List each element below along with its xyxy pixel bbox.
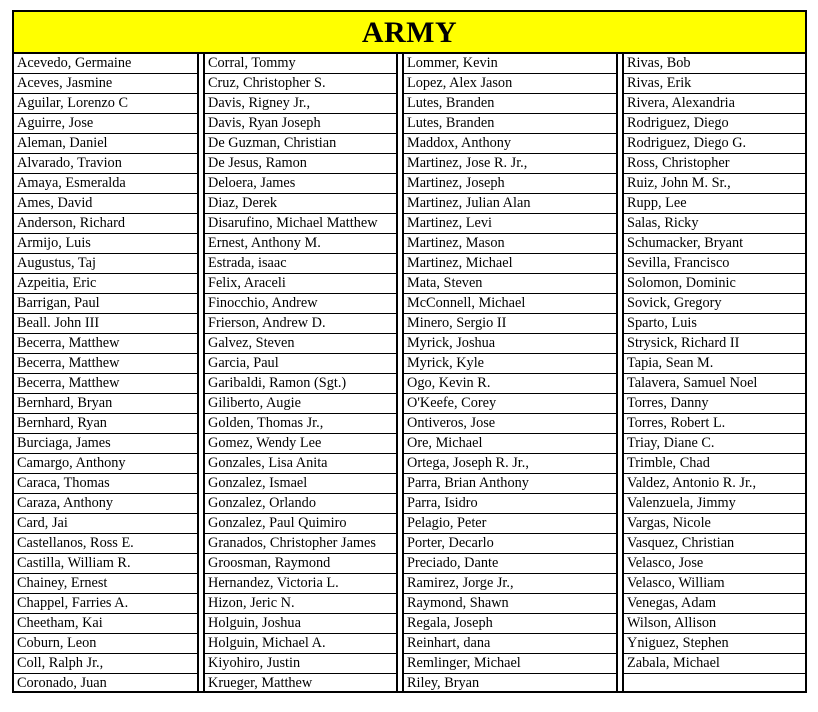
name-cell: Ramirez, Jorge Jr., — [404, 574, 616, 594]
name-cell: Sparto, Luis — [624, 314, 805, 334]
name-cell: Vasquez, Christian — [624, 534, 805, 554]
name-cell: Velasco, Jose — [624, 554, 805, 574]
name-column-4 — [622, 54, 805, 691]
name-cell: Armijo, Luis — [14, 234, 197, 254]
name-cell: Torres, Danny — [624, 394, 805, 414]
name-cell: Vargas, Nicole — [624, 514, 805, 534]
name-cell: Holguin, Michael A. — [205, 634, 396, 654]
name-cell: Torres, Robert L. — [624, 414, 805, 434]
name-cell: Gonzales, Lisa Anita — [205, 454, 396, 474]
name-cell: Gomez, Wendy Lee — [205, 434, 396, 454]
name-cell: Aguirre, Jose — [14, 114, 197, 134]
name-cell: Augustus, Taj — [14, 254, 197, 274]
name-cell: Wilson, Allison — [624, 614, 805, 634]
name-cell: Becerra, Matthew — [14, 354, 197, 374]
name-cell: Davis, Rigney Jr., — [205, 94, 396, 114]
name-cell: Ruiz, John M. Sr., — [624, 174, 805, 194]
name-cell: Ontiveros, Jose — [404, 414, 616, 434]
name-cell: O'Keefe, Corey — [404, 394, 616, 414]
name-cell: De Guzman, Christian — [205, 134, 396, 154]
name-cell — [624, 674, 805, 694]
name-cell: Riley, Bryan — [407, 675, 480, 691]
name-cell: Parra, Isidro — [404, 494, 616, 514]
name-cell: Castilla, William R. — [14, 554, 197, 574]
name-cell: De Jesus, Ramon — [205, 154, 396, 174]
name-cell: Caraza, Anthony — [14, 494, 197, 514]
name-cell: Porter, Decarlo — [404, 534, 616, 554]
name-cell: Salas, Ricky — [624, 214, 805, 234]
name-cell: Amaya, Esmeralda — [14, 174, 197, 194]
name-cell: Becerra, Matthew — [14, 374, 197, 394]
name-cell: Solomon, Dominic — [624, 274, 805, 294]
name-cell: Yniguez, Stephen — [624, 634, 805, 654]
name-cell: Davis, Ryan Joseph — [205, 114, 396, 134]
name-cell: Martinez, Julian Alan — [404, 194, 616, 214]
name-cell: Giliberto, Augie — [205, 394, 396, 414]
name-cell: Rodriguez, Diego — [624, 114, 805, 134]
name-cell: Krueger, Matthew — [208, 675, 313, 691]
name-cell: Rivera, Alexandria — [624, 94, 805, 114]
name-cell: Rivas, Erik — [624, 74, 805, 94]
name-cell: Finocchio, Andrew — [205, 294, 396, 314]
name-cell: Raymond, Shawn — [404, 594, 616, 614]
name-cell: Martinez, Mason — [404, 234, 616, 254]
name-cell: Zabala, Michael — [624, 654, 805, 674]
name-cell: Valdez, Antonio R. Jr., — [624, 474, 805, 494]
name-cell: Strysick, Richard II — [624, 334, 805, 354]
name-cell: Aleman, Daniel — [14, 134, 197, 154]
name-cell: Galvez, Steven — [205, 334, 396, 354]
name-cell: Myrick, Kyle — [404, 354, 616, 374]
name-cell: Camargo, Anthony — [14, 454, 197, 474]
name-cell: Lommer, Kevin — [404, 54, 616, 74]
name-cell: Tapia, Sean M. — [624, 354, 805, 374]
name-cell: Remlinger, Michael — [404, 654, 616, 674]
name-cell: Ogo, Kevin R. — [404, 374, 616, 394]
name-cell: Lutes, Branden — [404, 114, 616, 134]
name-cell: Caraca, Thomas — [14, 474, 197, 494]
name-cell: Chainey, Ernest — [14, 574, 197, 594]
name-cell: Kiyohiro, Justin — [205, 654, 396, 674]
name-cell: Myrick, Joshua — [404, 334, 616, 354]
name-cell: Castellanos, Ross E. — [14, 534, 197, 554]
name-cell: Acevedo, Germaine — [14, 54, 197, 74]
name-cell: Holguin, Joshua — [205, 614, 396, 634]
name-cell: Hizon, Jeric N. — [205, 594, 396, 614]
name-cell: Rupp, Lee — [624, 194, 805, 214]
name-cell: Coburn, Leon — [14, 634, 197, 654]
name-cell: Hernandez, Victoria L. — [205, 574, 396, 594]
name-cell: Preciado, Dante — [404, 554, 616, 574]
name-cell: Corral, Tommy — [205, 54, 396, 74]
name-cell: Maddox, Anthony — [404, 134, 616, 154]
name-cell: Gonzalez, Paul Quimiro — [205, 514, 396, 534]
table-header — [14, 12, 805, 54]
name-cell: Disarufino, Michael Matthew — [205, 214, 396, 234]
name-cell: Velasco, William — [624, 574, 805, 594]
name-column-3 — [402, 54, 618, 691]
name-cell: Estrada, isaac — [205, 254, 396, 274]
roster-table — [12, 10, 807, 693]
name-cell: Aceves, Jasmine — [14, 74, 197, 94]
name-cell: Coronado, Juan — [17, 675, 107, 691]
name-cell: Becerra, Matthew — [14, 334, 197, 354]
name-cell: Alvarado, Travion — [14, 154, 197, 174]
name-cell: Bernhard, Ryan — [14, 414, 197, 434]
name-cell: Felix, Araceli — [205, 274, 396, 294]
name-cell: Martinez, Michael — [404, 254, 616, 274]
name-cell: Gonzalez, Ismael — [205, 474, 396, 494]
name-cell: Venegas, Adam — [624, 594, 805, 614]
name-cell: Regala, Joseph — [404, 614, 616, 634]
name-cell: Burciaga, James — [14, 434, 197, 454]
name-cell: McConnell, Michael — [404, 294, 616, 314]
name-cell: Martinez, Joseph — [404, 174, 616, 194]
name-cell: Beall. John III — [14, 314, 197, 334]
name-cell: Valenzuela, Jimmy — [624, 494, 805, 514]
name-cell: Pelagio, Peter — [404, 514, 616, 534]
name-cell: Diaz, Derek — [205, 194, 396, 214]
name-cell: Cruz, Christopher S. — [205, 74, 396, 94]
name-cell: Ross, Christopher — [624, 154, 805, 174]
name-cell: Deloera, James — [205, 174, 396, 194]
name-cell: Mata, Steven — [404, 274, 616, 294]
name-cell: Rodriguez, Diego G. — [624, 134, 805, 154]
name-cell: Frierson, Andrew D. — [205, 314, 396, 334]
name-cell: Minero, Sergio II — [404, 314, 616, 334]
name-column-2 — [203, 54, 398, 691]
name-cell: Schumacker, Bryant — [624, 234, 805, 254]
name-cell: Groosman, Raymond — [205, 554, 396, 574]
name-cell: Reinhart, dana — [404, 634, 616, 654]
name-cell: Ames, David — [14, 194, 197, 214]
name-cell: Ortega, Joseph R. Jr., — [404, 454, 616, 474]
name-cell: Ernest, Anthony M. — [205, 234, 396, 254]
name-cell: Sovick, Gregory — [624, 294, 805, 314]
name-cell: Martinez, Levi — [404, 214, 616, 234]
name-cell: Anderson, Richard — [14, 214, 197, 234]
page-title: ARMY — [361, 16, 458, 49]
name-cell: Barrigan, Paul — [14, 294, 197, 314]
name-cell: Aguilar, Lorenzo C — [14, 94, 197, 114]
name-cell: Chappel, Farries A. — [14, 594, 197, 614]
name-cell: Garibaldi, Ramon (Sgt.) — [205, 374, 396, 394]
name-cell: Lutes, Branden — [404, 94, 616, 114]
name-cell: Gonzalez, Orlando — [205, 494, 396, 514]
name-column-1 — [14, 54, 199, 691]
name-cell: Triay, Diane C. — [624, 434, 805, 454]
name-cell: Parra, Brian Anthony — [404, 474, 616, 494]
name-cell: Talavera, Samuel Noel — [624, 374, 805, 394]
name-cell: Garcia, Paul — [205, 354, 396, 374]
name-cell: Martinez, Jose R. Jr., — [404, 154, 616, 174]
name-cell: Sevilla, Francisco — [624, 254, 805, 274]
name-cell: Ore, Michael — [404, 434, 616, 454]
name-cell: Coll, Ralph Jr., — [14, 654, 197, 674]
name-cell: Trimble, Chad — [624, 454, 805, 474]
name-cell: Card, Jai — [14, 514, 197, 534]
name-cell: Azpeitia, Eric — [14, 274, 197, 294]
name-cell: Cheetham, Kai — [14, 614, 197, 634]
name-cell: Golden, Thomas Jr., — [205, 414, 396, 434]
name-cell: Rivas, Bob — [624, 54, 805, 74]
name-cell: Lopez, Alex Jason — [404, 74, 616, 94]
name-cell: Bernhard, Bryan — [14, 394, 197, 414]
name-cell: Granados, Christopher James — [205, 534, 396, 554]
